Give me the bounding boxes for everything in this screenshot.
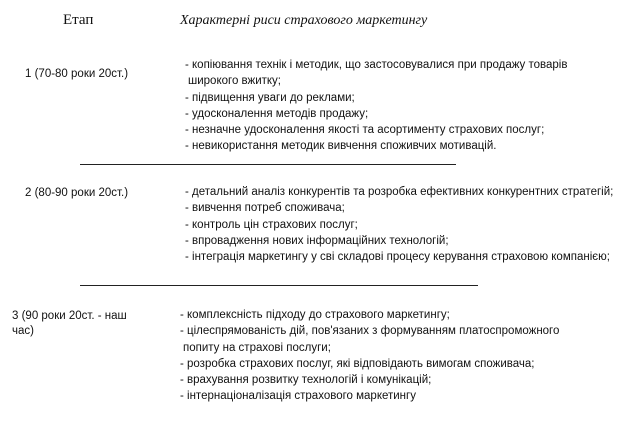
column-header-stage: Етап: [63, 12, 94, 28]
feature-line: - невикористання методик вивчення споживчих мотивацій.: [185, 140, 497, 153]
feature-line: - незначне удосконалення якості та асортименту страхових послуг;: [185, 124, 545, 137]
feature-line: - підвищення уваги до реклами;: [185, 91, 355, 104]
stage-label-line: 3 (90 роки 20ст. - наш: [12, 310, 127, 322]
feature-line: - детальний аналіз конкурентів та розробка ефективних конкурентних стратегій;: [185, 186, 614, 198]
stage-1-features: [185, 57, 567, 155]
stage-label-line: 2 (80-90 роки 20ст.): [25, 187, 129, 199]
stage-divider: [80, 285, 478, 286]
feature-line: - удосконалення методів продажу;: [185, 107, 369, 120]
feature-line: - контроль цін страхових послуг;: [185, 218, 358, 231]
feature-line: - комплексність підходу до страхового маркетингу;: [180, 309, 450, 321]
feature-line: - розробка страхових послуг, які відповідають вимогам споживача;: [180, 357, 535, 370]
stage-1-label: [25, 67, 128, 82]
feature-line: - копіювання технік і методик, що застосовувалися при продажу товарів: [185, 59, 568, 71]
stage-label-line: 1 (70-80 роки 20ст.): [25, 68, 129, 80]
stage-divider: [80, 164, 456, 165]
feature-line: - впровадження нових інформаційних технологій;: [185, 234, 449, 247]
stage-2-label: [25, 186, 128, 201]
stage-label-line: час): [12, 325, 34, 337]
stage-2-features: [185, 184, 613, 265]
column-header-features: Характерні риси страхового маркетингу: [180, 13, 428, 28]
feature-line: - цілеспрямованість дій, пов'язаних з формуванням платоспроможного: [180, 325, 560, 338]
feature-line: - врахування розвитку технологій і комунікацій;: [180, 374, 432, 387]
feature-line: - інтеграція маркетингу у сві складові процесу керування страховою компанією;: [185, 251, 610, 264]
stage-3-features: [180, 307, 559, 405]
feature-line: попиту на страхові послуги;: [183, 341, 331, 354]
stage-3-label: [12, 309, 127, 339]
feature-line: - вивчення потреб споживача;: [185, 202, 345, 215]
feature-line: - інтернаціоналізація страхового маркетингу: [180, 390, 416, 403]
feature-line: широкого вжитку;: [188, 75, 281, 88]
